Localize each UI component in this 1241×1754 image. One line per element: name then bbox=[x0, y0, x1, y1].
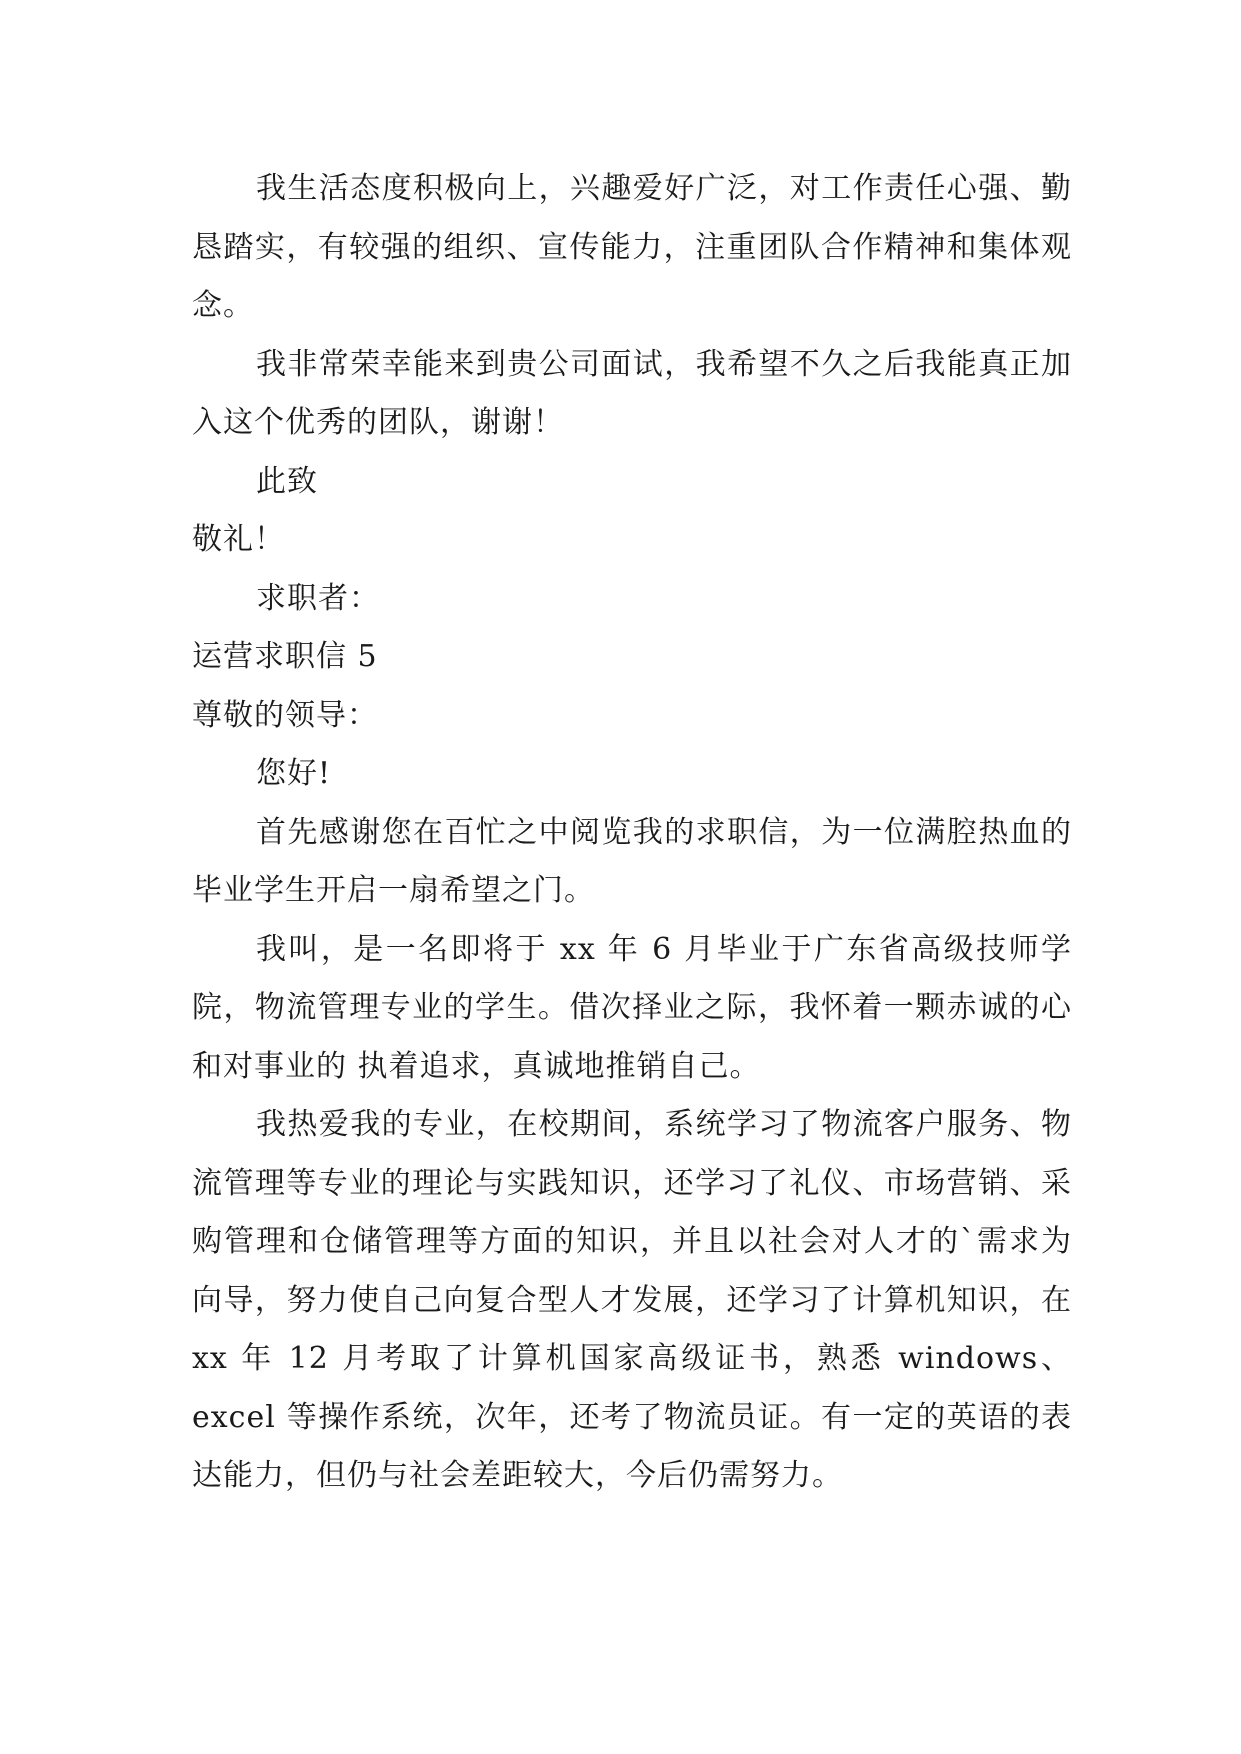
greeting-hello: 您好! bbox=[256, 756, 332, 791]
closing-regards: 敬礼！ bbox=[192, 522, 285, 557]
paragraph-interview-hope: 我非常荣幸能来到贵公司面试，我希望不久之后我能真正加入这个优秀的团队，谢谢！ bbox=[192, 346, 1072, 440]
letter-body bbox=[192, 160, 1072, 1506]
closing-salutation: 此致 bbox=[256, 463, 318, 499]
greeting-addressee: 尊敬的领导： bbox=[192, 697, 378, 733]
paragraph-introduction: 我叫，是一名即将于 xx 年 6 月毕业于广东省高级技师学院，物流管理专业的学生。借次择业之际，我怀着一颗赤诚的心和对事业的 执着追求，真诚地推销自己。 bbox=[192, 931, 1072, 1084]
paragraph-thanks: 首先感谢您在百忙之中阅览我的求职信，为一位满腔热血的毕业学生开启一扇希望之门。 bbox=[192, 814, 1072, 908]
letter-heading: 运营求职信 5 bbox=[192, 639, 378, 674]
paragraph-studies: 我热爱我的专业，在校期间，系统学习了物流客户服务、物流管理等专业的理论与实践知识，还学习了礼仪、市场营销、采购管理和仓储管理等方面的知识，并且以社会对人才的`需求为向导，努力使自己向复合型人才发展，还学习了计算机知识，在 xx 年 12 月考取了计算机国家高级证书，熟悉 windows、excel 等操作系统，次年，还考了物流员证。有一定的英语的表达能力，但仍与社会差距较大，今后仍需努力。 bbox=[192, 1107, 1072, 1493]
paragraph-attitude: 我生活态度积极向上，兴趣爱好广泛，对工作责任心强、勤恳踏实，有较强的组织、宣传能力，注重团队合作精神和集体观念。 bbox=[192, 171, 1072, 323]
signature-line: 求职者： bbox=[256, 580, 380, 616]
